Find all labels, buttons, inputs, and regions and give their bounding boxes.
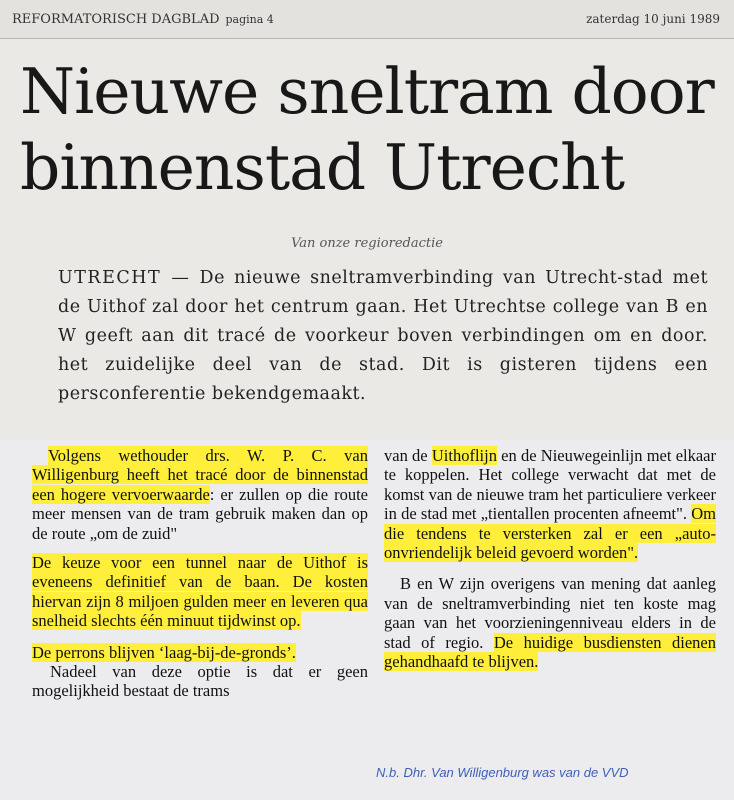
page-number: pagina 4 xyxy=(225,13,274,26)
paragraph-koppelen xyxy=(384,446,716,562)
masthead xyxy=(0,0,734,39)
column-right xyxy=(384,446,716,671)
body-text: van de xyxy=(384,446,432,465)
article-headline: Nieuwe sneltram door binnenstad Utrecht xyxy=(20,55,714,204)
highlighted-text: De perrons blijven ‘laag-bij-de-gronds’. xyxy=(32,642,296,662)
body-text: en de Nieuwegeinlijn met elkaar te koppelen. Het college verwacht dat met de komst van de nieuwe tram het particuliere verkeer in de stad met „tientallen procenten afneemt". xyxy=(384,446,716,524)
lead-paragraph xyxy=(58,264,708,409)
lead-text: De nieuwe sneltramverbinding van Utrecht-stad met de Uithof zal door het centrum gaan. Het Utrechtse college van B en W geeft aan dit tracé de voorkeur boven verbindingen om en door. het zuidelijke deel van de stad. Dit is gisteren tijdens een persconferentie bekendgemaakt. xyxy=(58,268,708,404)
highlighted-text: Uithoflijn xyxy=(431,446,497,465)
highlighted-text: De keuze voor een tunnel naar de Uithof is eveneens definitief van de baan. De kosten hiervan zijn 8 miljoen gulden meer en leveren qua snelheid slechts één minuut tijdwinst op. xyxy=(32,553,368,631)
paragraph-perrons xyxy=(32,643,368,662)
paragraph-nadeel: Nadeel van deze optie is dat er geen mogelijkheid bestaat de trams xyxy=(32,662,368,701)
column-left xyxy=(32,446,368,701)
highlighted-text: Volgens wethouder drs. W. P. C. van Willigenburg heeft het tracé door de binnenstad een hogere vervoerwaarde xyxy=(32,446,368,504)
masthead-paper-name xyxy=(12,12,274,27)
body-text: B en W zijn overigens van mening dat aanleg van de sneltramverbinding niet ten koste mag gaan van het voorzieningenniveau elders in de stad of regio. xyxy=(384,574,716,652)
dateline: UTRECHT — xyxy=(58,268,191,288)
annotation-note: N.b. Dhr. Van Willigenburg was van de VVD xyxy=(376,765,629,780)
paragraph-busdiensten xyxy=(384,574,716,671)
body-text: : er zullen op die route meer mensen van de tram gebruik maken dan op de route „om de zuid" xyxy=(32,484,368,543)
paper-title: REFORMATORISCH DAGBLAD xyxy=(12,12,220,27)
highlighted-text: De huidige busdiensten dienen gehandhaafd te blijven. xyxy=(384,632,716,672)
paragraph-vervoerwaarde xyxy=(32,446,368,543)
highlighted-text: Om die tendens te versterken zal er een „auto-onvriendelijk beleid gevoerd worden". xyxy=(384,504,716,563)
byline: Van onze regioredactie xyxy=(291,236,443,251)
masthead-date: zaterdag 10 juni 1989 xyxy=(586,12,720,26)
paragraph-tunnel xyxy=(32,553,368,631)
